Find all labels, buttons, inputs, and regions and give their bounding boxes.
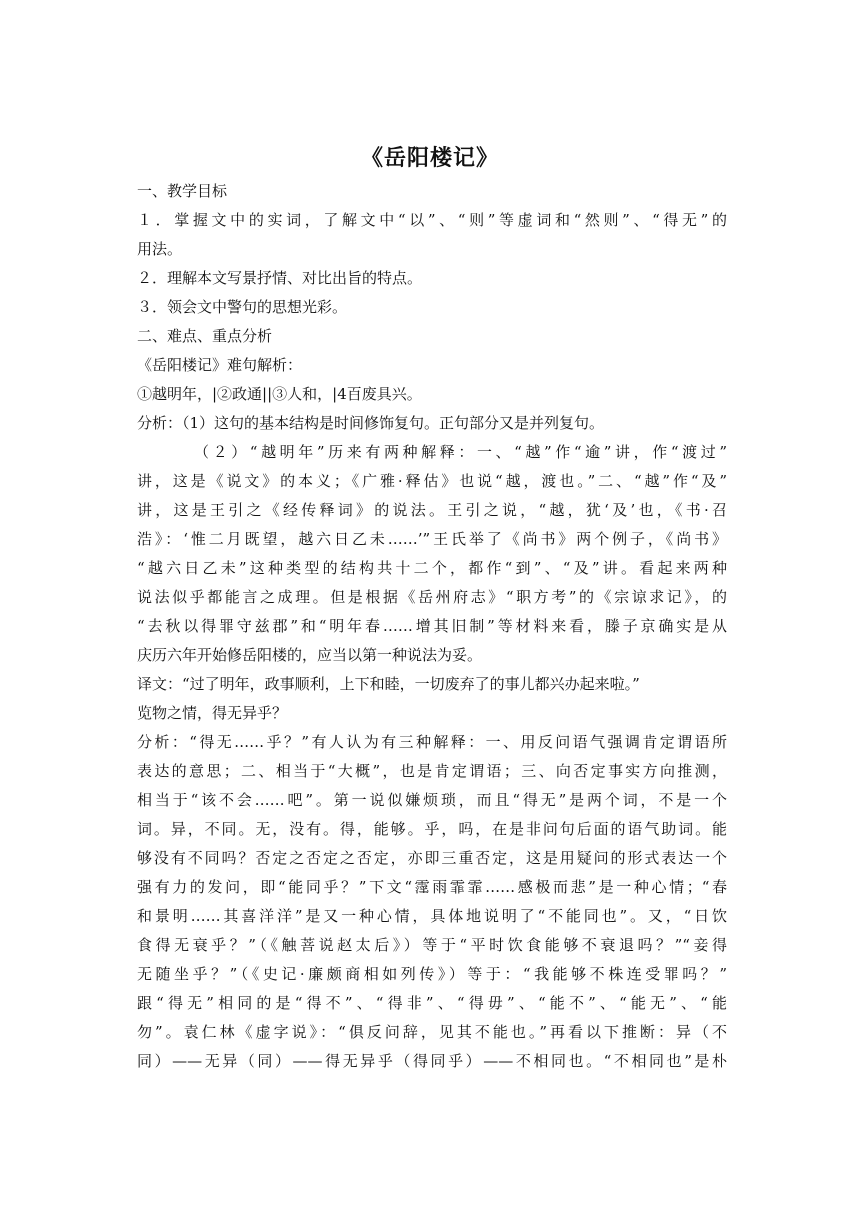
analysis-paragraph-line: 庆历六年开始修岳阳楼的，应当以第一种说法为妥。: [137, 646, 483, 664]
analysis-paragraph-line: 够没有不同吗？否定之否定之否定，亦即三重否定，这是用疑问的形式表达一个: [137, 849, 727, 867]
analysis-paragraph-line: 浩》：‘惟二月既望，越六日乙未……’”王氏举了《尚书》两个例子，《尚书》: [137, 530, 727, 548]
document-title: 《岳阳楼记》: [360, 146, 499, 171]
analysis-paragraph-line: 强有力的发问，即“能同乎？”下文“霪雨霏霏……感极而悲”是一种心情；“春: [137, 878, 727, 896]
analysis-paragraph-line: 和景明……其喜洋洋”是又一种心情，具体地说明了“不能同也”。又，“日饮: [137, 907, 727, 925]
analysis-paragraph-line: “去秋以得罪守兹郡”和“明年春……增其旧制”等材料来看，滕子京确实是从: [137, 617, 727, 635]
analysis-paragraph-line: 分析：“得无……乎？”有人认为有三种解释：一、用反问语气强调肯定谓语所: [137, 733, 727, 751]
analysis-paragraph-line: 分析：（1）这句的基本结构是时间修饰复句。正句部分又是并列复句。: [137, 414, 605, 432]
analysis-paragraph-line: 词。异，不同。无，没有。得，能够。乎，吗，在是非问句后面的语气助词。能: [137, 820, 727, 838]
goal-item-1-continued: 用法。: [137, 240, 183, 258]
section-heading-teaching-goals: 一、教学目标: [137, 182, 228, 200]
example-sentence: 览物之情，得无异乎？: [137, 704, 288, 722]
analysis-paragraph-line: “越六日乙未”这种类型的结构共十二个，都作“到”、“及”讲。看起来两种: [137, 559, 727, 577]
goal-item-3: ３．领会文中警句的思想光彩。: [137, 298, 348, 316]
analysis-paragraph-line: 讲，这是王引之《经传释词》的说法。王引之说，“越，犹‘及’也，《书·召: [137, 501, 727, 519]
section-heading-analysis: 二、难点、重点分析: [137, 327, 273, 345]
goal-item-1: １．掌握文中的实词，了解文中“以”、“则”等虚词和“然则”、“得无”的: [137, 211, 727, 229]
analysis-paragraph-line: 同）——无异（同）——得无异乎（得同乎）——不相同也。“不相同也”是朴: [137, 1052, 727, 1070]
document-body: [137, 177, 727, 1076]
example-sentence: ①越明年，|②政通||③人和，|4百废具兴。: [137, 385, 422, 403]
analysis-paragraph-line: 勿”。袁仁林《虚字说》：“俱反问辞，见其不能也。”再看以下推断：异（不: [137, 1023, 727, 1041]
goal-item-2: ２．理解本文写景抒情、对比出旨的特点。: [137, 269, 423, 287]
analysis-paragraph-line: 无随坐乎？”（《史记·廉颇商相如列传》）等于：“我能够不株连受罪吗？”: [137, 965, 727, 983]
analysis-paragraph-line: （２）“越明年”历来有两种解释：一、“越”作“逾”讲，作“渡过”: [194, 443, 727, 461]
analysis-paragraph-line: 说法似乎都能言之成理。但是根据《岳州府志》“职方考”的《宗谅求记》，的: [137, 588, 727, 606]
analysis-paragraph-line: 讲，这是《说文》的本义；《广雅·释估》也说“越，渡也。”二、“越”作“及”: [137, 472, 727, 490]
translation-line: 译文：“过了明年，政事顺利，上下和睦，一切废弃了的事儿都兴办起来啦。”: [137, 675, 640, 693]
analysis-paragraph-line: 食得无衰乎？”（《触菩说赵太后》）等于“平时饮食能够不衰退吗？”“妾得: [137, 936, 727, 954]
analysis-paragraph-line: 跟“得无”相同的是“得不”、“得非”、“得毋”、“能不”、“能无”、“能: [137, 994, 727, 1012]
analysis-paragraph-line: 表达的意思；二、相当于“大概”，也是肯定谓语；三、向否定事实方向推测，: [137, 762, 727, 780]
analysis-paragraph-line: 相当于“该不会……吧”。第一说似嫌烦琐，而且“得无”是两个词，不是一个: [137, 791, 727, 809]
subheading-difficult-sentences: 《岳阳楼记》难句解析：: [137, 356, 303, 374]
